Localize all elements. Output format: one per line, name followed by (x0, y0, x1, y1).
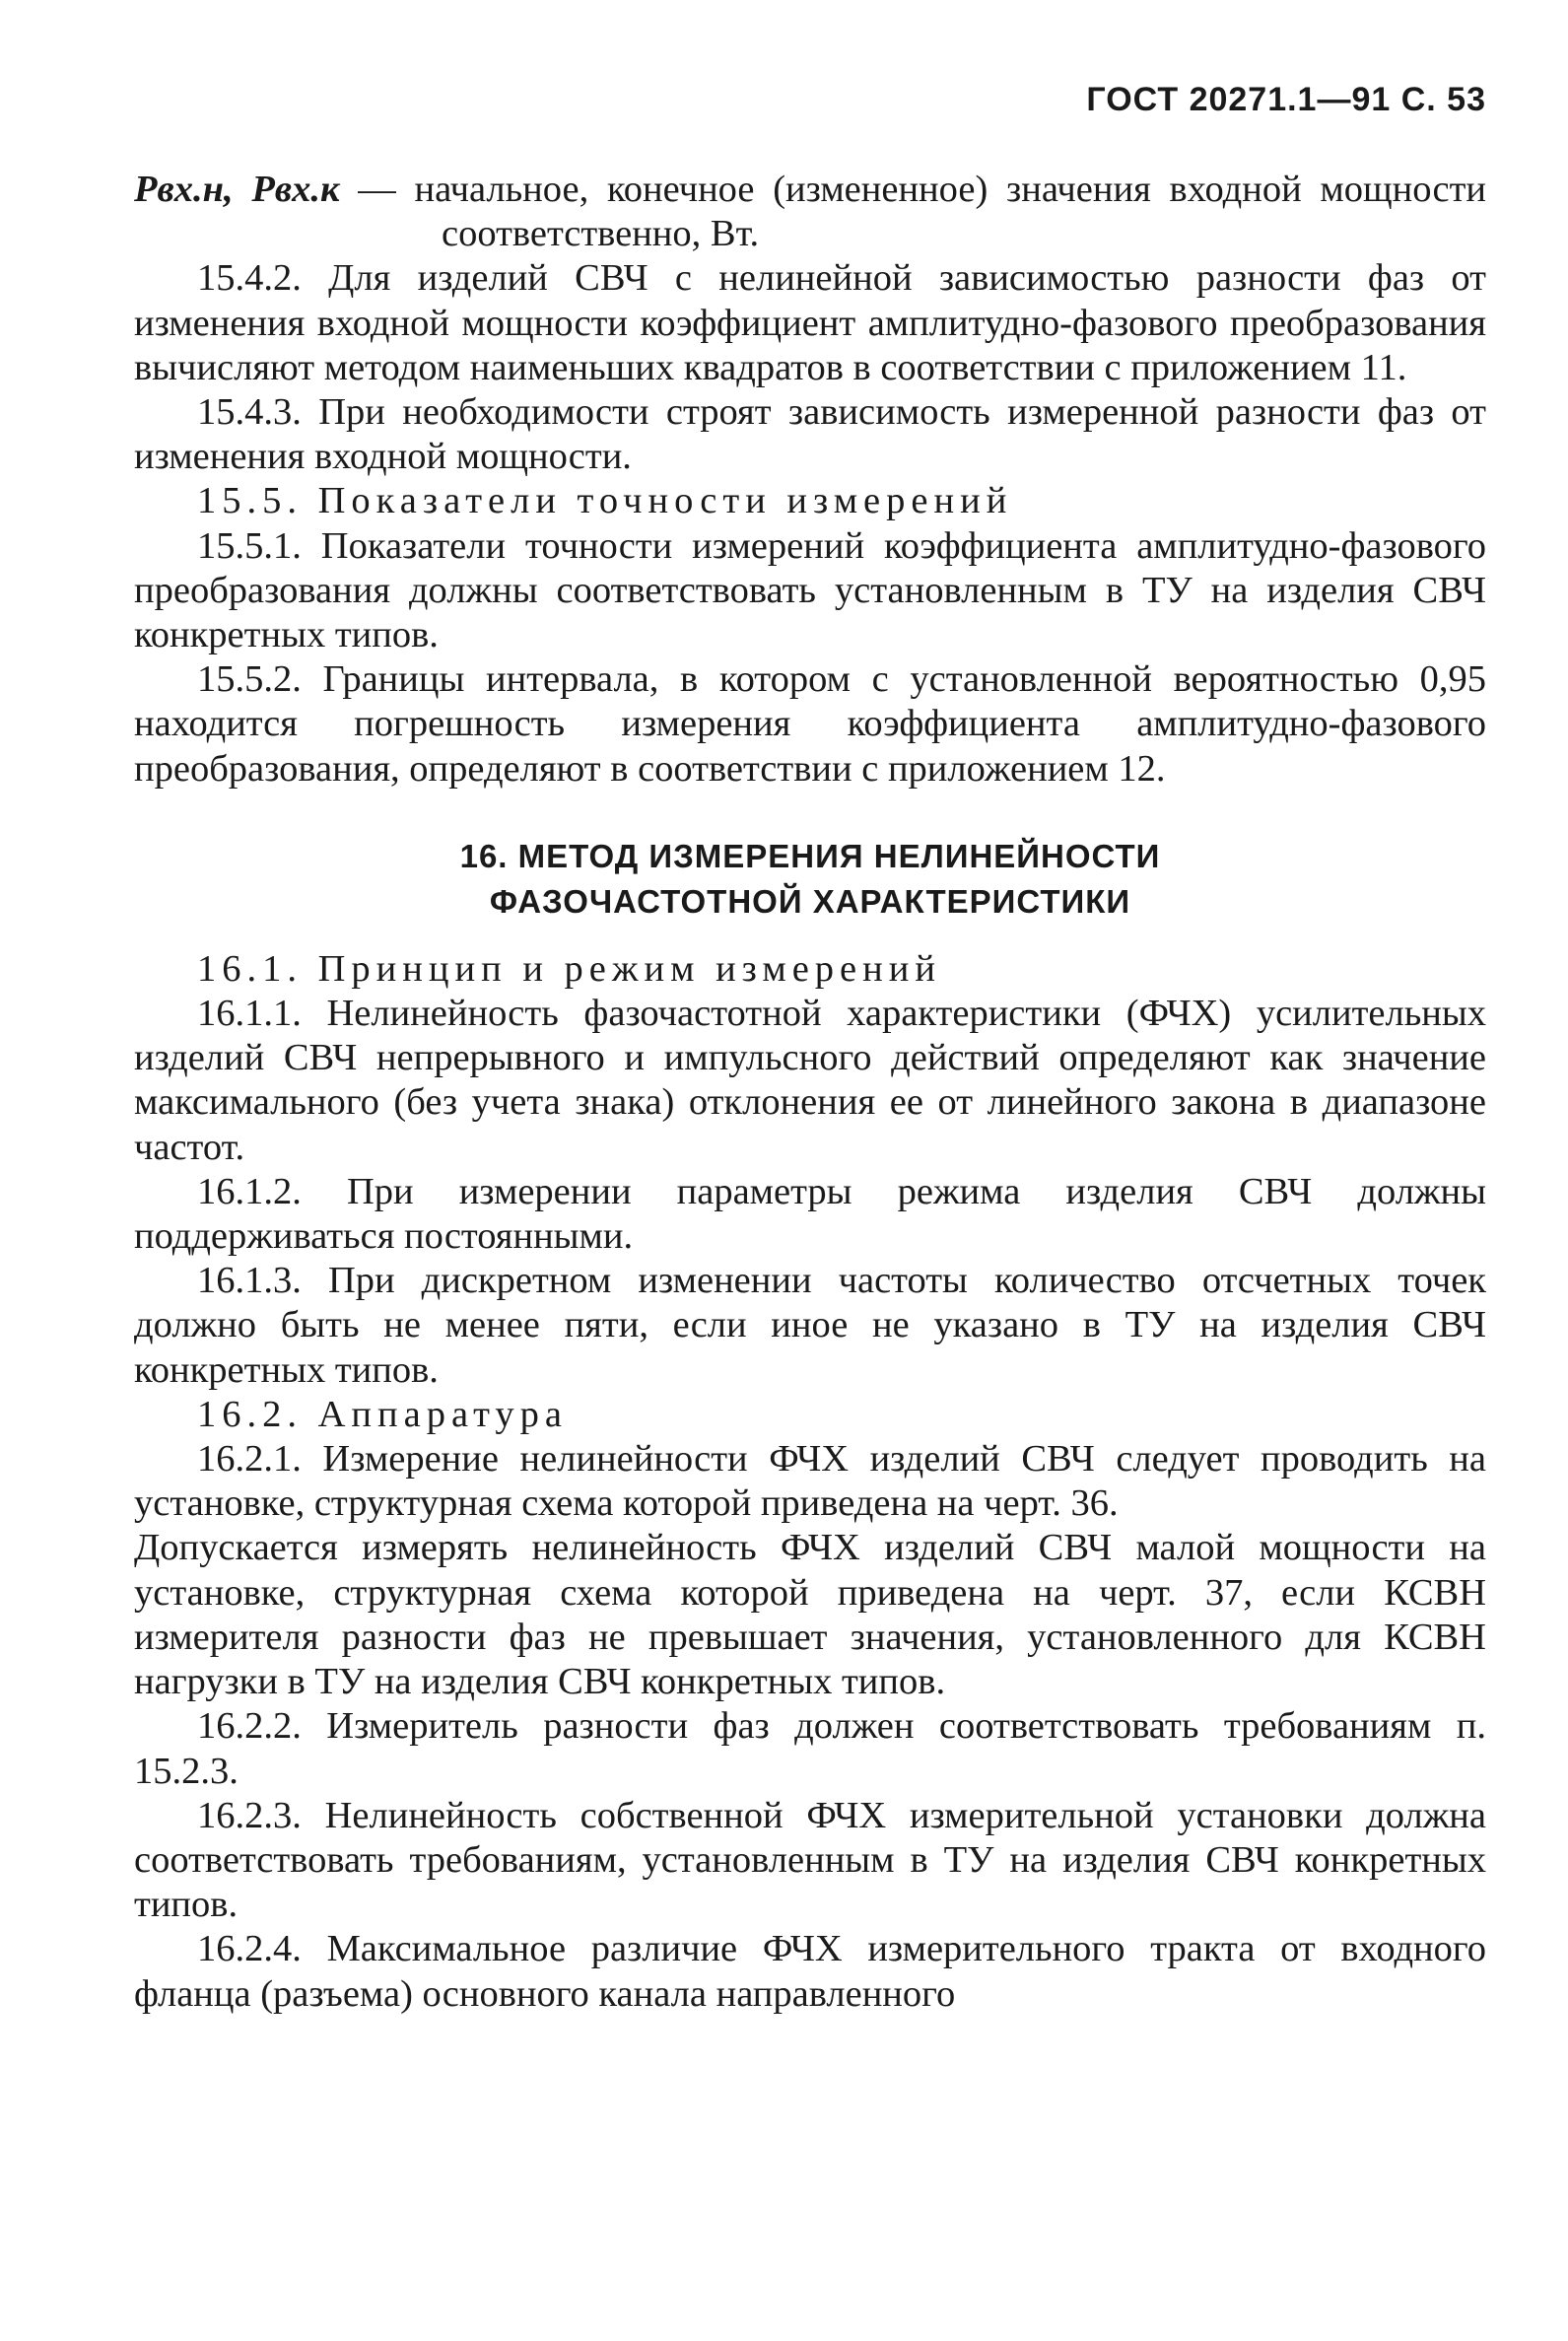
section-16-title-line1: 16. МЕТОД ИЗМЕРЕНИЯ НЕЛИНЕЙНОСТИ (459, 837, 1161, 874)
paragraph-16-2-1: 16.2.1. Измерение нелинейности ФЧХ изделий СВЧ следует проводить на установке, структурная схема которой приведена на черт. 36. (134, 1438, 1486, 1525)
paragraph-16-2-2: 16.2.2. Измеритель разности фаз должен соответствовать требованиям п. 15.2.3. (134, 1705, 1486, 1792)
subheading-16-1: 16.1. Принцип и режим измерений (197, 947, 941, 990)
symbol-p-in: Pвх.н, Pвх.к (134, 169, 340, 210)
paragraph-15-4-2: 15.4.2. Для изделий СВЧ с нелинейной зависимостью разности фаз от изменения входной мощности коэффициент амплитудно-фазового преобразования вычисляют методом наименьших квадратов в соответствии с приложением 11. (134, 257, 1486, 388)
section-16-title (134, 834, 1486, 925)
section-16-title-line2: ФАЗОЧАСТОТНОЙ ХАРАКТЕРИСТИКИ (489, 882, 1131, 920)
paragraph-16-1-3: 16.1.3. При дискретном изменении частоты количество отсчетных точек должно быть не менее пяти, если иное не указано в ТУ на изделия СВЧ конкретных типов. (134, 1260, 1486, 1391)
subheading-15-5: 15.5. Показатели точности измерений (197, 480, 1013, 522)
definition-line (134, 168, 1486, 256)
page-content (134, 168, 1486, 2017)
page-header: ГОСТ 20271.1—91 С. 53 (1086, 81, 1486, 118)
paragraph-16-2-1-note: Допускается измерять нелинейность ФЧХ изделий СВЧ малой мощности на установке, структурная схема которой приведена на черт. 37, если КСВН измерителя разности фаз не превышает значения, установленного для КСВН нагрузки в ТУ на изделия СВЧ конкретных типов. (134, 1527, 1486, 1703)
paragraph-16-1-2: 16.1.2. При измерении параметры режима изделия СВЧ должны поддерживаться постоянными. (134, 1170, 1486, 1258)
subheading-16-2: 16.2. Аппаратура (197, 1393, 568, 1435)
paragraph-15-5-2: 15.5.2. Границы интервала, в котором с установленной вероятностью 0,95 находится погрешность измерения коэффициента амплитудно-фазового преобразования, определяют в соответствии с приложением 12. (134, 658, 1486, 790)
paragraph-15-4-3: 15.4.3. При необходимости строят зависимость измеренной разности фаз от изменения входной мощности. (134, 391, 1486, 478)
paragraph-16-2-4: 16.2.4. Максимальное различие ФЧХ измерительного тракта от входного фланца (разъема) основного канала направленного (134, 1928, 1486, 2015)
definition-text: — начальное, конечное (измененное) значения входной мощности соответственно, Вт. (358, 169, 1487, 255)
paragraph-16-1-1: 16.1.1. Нелинейность фазочастотной характеристики (ФЧХ) усилительных изделий СВЧ непрерывного и импульсного действий определяют как значение максимального (без учета знака) отклонения ее от линейного закона в диапазоне частот. (134, 993, 1486, 1168)
paragraph-16-2-3: 16.2.3. Нелинейность собственной ФЧХ измерительной установки должна соответствовать требованиям, установленным в ТУ на изделия СВЧ конкретных типов. (134, 1794, 1486, 1926)
paragraph-15-5-1: 15.5.1. Показатели точности измерений коэффициента амплитудно-фазового преобразования должны соответствовать установленным в ТУ на изделия СВЧ конкретных типов. (134, 524, 1486, 656)
